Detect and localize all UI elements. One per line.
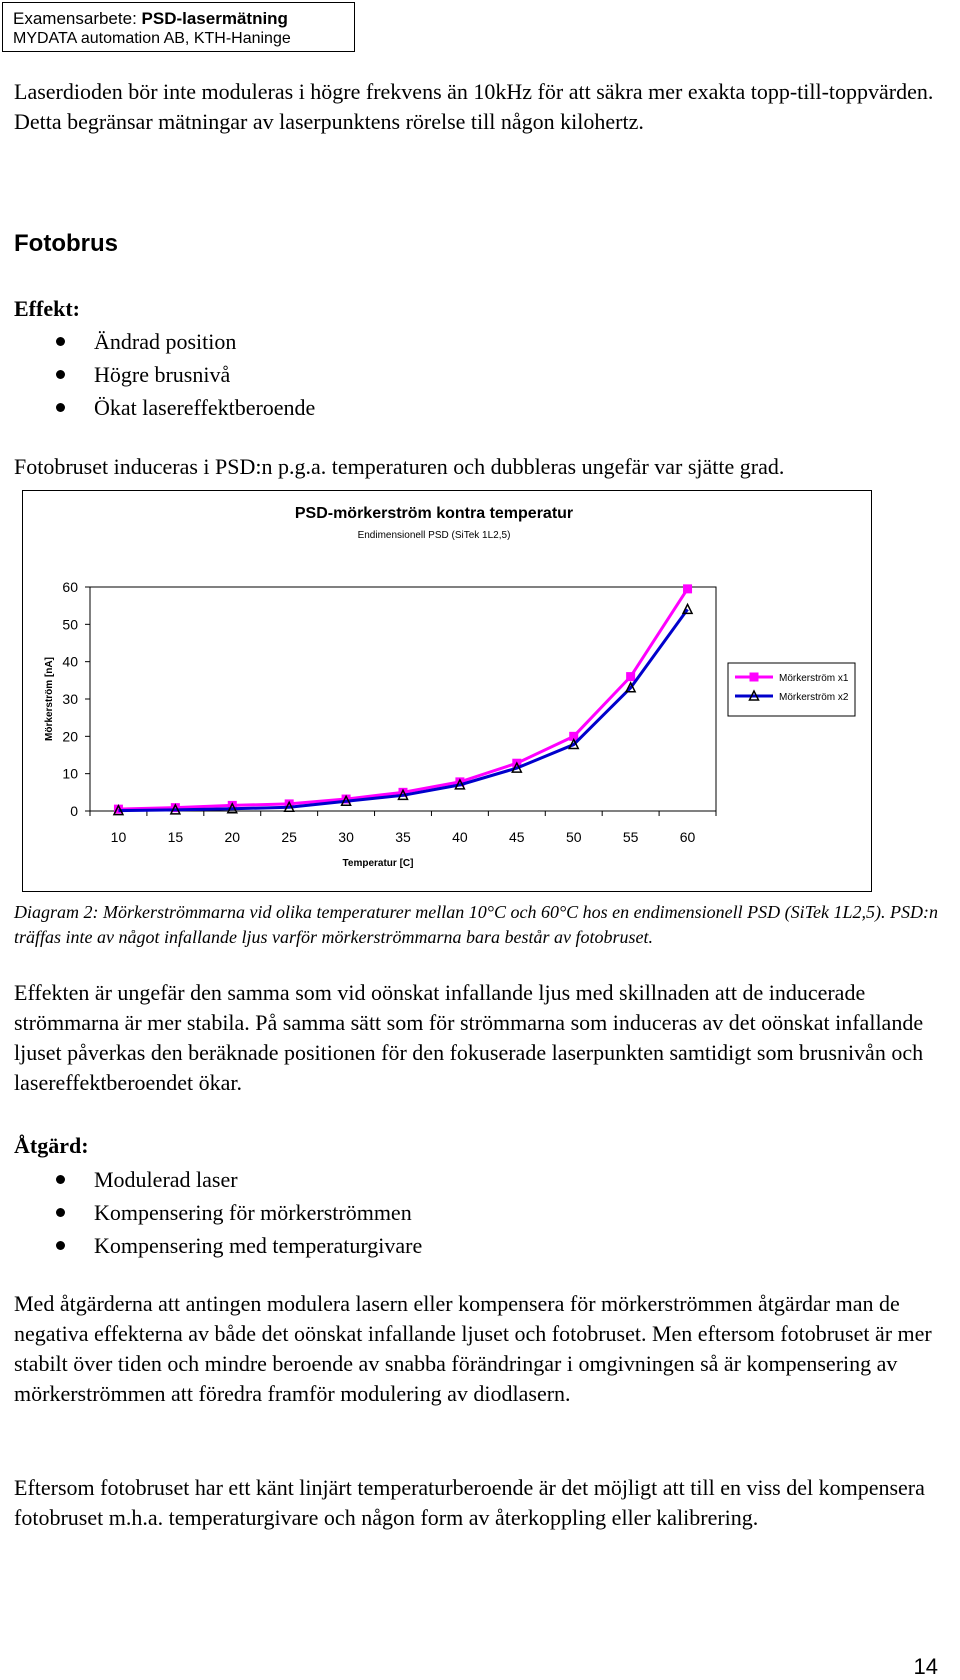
section-title: Fotobrus — [14, 230, 118, 257]
header-prefix: Examensarbete: — [13, 9, 142, 28]
header-line-2: MYDATA automation AB, KTH-Haninge — [13, 30, 291, 47]
data-point — [684, 585, 692, 593]
header-title: PSD-lasermätning — [141, 9, 288, 28]
list-item-text: Ändrad position — [94, 329, 237, 354]
list-item — [0, 325, 315, 358]
x-tick-label: 30 — [338, 829, 354, 845]
document-header — [2, 2, 355, 52]
list-item-text: Högre brusnivå — [94, 362, 231, 387]
bullet-icon — [56, 1241, 65, 1250]
bullet-icon — [56, 337, 65, 346]
bullet-icon — [56, 403, 65, 412]
y-axis-ticks — [62, 579, 90, 819]
list-item-text: Modulerad laser — [94, 1167, 238, 1192]
y-tick-label: 20 — [62, 728, 78, 745]
legend-label: Mörkerström x2 — [779, 692, 849, 703]
effekt-heading: Effekt: — [14, 296, 80, 321]
intro-paragraph: Laserdioden bör inte moduleras i högre frekvens än 10kHz för att säkra mer exakta topp-till-toppvärden. Detta begränsar mätningar av laserpunktens rörelse till någon kilohertz. — [14, 79, 934, 134]
list-item — [0, 358, 315, 391]
figure-caption: Diagram 2: Mörkerströmmarna vid olika temperaturer mellan 10°C och 60°C hos en endimensionell PSD (SiTek 1L2,5). PSD:n träffas inte av något infallande ljus varför mörkerströmmarna bara består av fotobruset. — [14, 902, 938, 947]
y-tick-label: 60 — [62, 579, 78, 595]
data-point — [627, 673, 635, 681]
eftersom-paragraph: Eftersom fotobruset har ett känt linjärt temperaturberoende är det möjligt att till en viss del kompensera fotobruset m.h.a. temperaturgivare och någon form av återkoppling eller kalibrering. — [14, 1475, 925, 1530]
x-tick-label: 40 — [452, 829, 468, 845]
plot-area — [90, 587, 716, 811]
atgard-list — [0, 1163, 422, 1262]
bullet-icon — [56, 1175, 65, 1184]
x-tick-label: 50 — [565, 829, 582, 845]
x-axis-label: Temperatur [C] — [342, 858, 414, 869]
list-item-text: Kompensering med temperaturgivare — [94, 1233, 423, 1258]
bullet-icon — [56, 370, 65, 379]
legend-label: Mörkerström x1 — [779, 673, 849, 684]
legend-box — [728, 663, 855, 716]
med-paragraph: Med åtgärderna att antingen modulera lasern eller kompensera för mörkerströmmen åtgärdar man de negativa effekterna av både det oönskat infallande ljuset och fotobruset. Men eftersom fotobruset är mer stabilt över tiden och mindre beroende av snabba förändringar i omgivningen så är kompensering av mörkerströmmen att föredra framför modulering av diodlasern. — [14, 1291, 932, 1406]
dark-current-chart — [23, 491, 871, 891]
y-tick-label: 0 — [70, 803, 78, 819]
x-tick-label: 60 — [679, 829, 696, 845]
bullet-icon — [56, 1208, 65, 1217]
x-tick-label: 55 — [622, 829, 639, 845]
list-item — [0, 391, 315, 424]
list-item — [0, 1196, 422, 1229]
y-axis-label: Mörkerström [nA] — [44, 657, 55, 741]
y-tick-label: 40 — [62, 653, 78, 670]
list-item — [0, 1229, 422, 1262]
x-tick-label: 25 — [281, 829, 297, 845]
chart-frame — [22, 490, 872, 892]
y-tick-label: 10 — [62, 765, 78, 782]
x-tick-label: 35 — [395, 829, 411, 845]
x-tick-label: 15 — [167, 829, 184, 845]
chart-title: PSD-mörkerström kontra temperatur — [294, 505, 574, 522]
atgard-heading: Åtgärd: — [14, 1133, 89, 1158]
page-number: 14 — [913, 1654, 938, 1679]
x-axis-ticks — [90, 811, 716, 845]
list-item — [0, 1163, 422, 1196]
list-item-text: Kompensering för mörkerströmmen — [94, 1200, 412, 1225]
chart-subtitle: Endimensionell PSD (SiTek 1L2,5) — [357, 530, 511, 541]
effekt-list — [0, 325, 315, 424]
effekten-paragraph: Effekten är ungefär den samma som vid oönskat infallande ljus med skillnaden att de inducerade strömmarna är mer stabila. På samma sätt som för strömmarna som induceras av det oönskat infallande ljuset påverkas den beräknade positionen för den fokuserade laserpunkten samtidigt som brusnivån och lasereffektberoendet ökar. — [14, 980, 924, 1095]
fotobrus-paragraph: Fotobruset induceras i PSD:n p.g.a. temperaturen och dubbleras ungefär var sjätte grad. — [14, 454, 785, 479]
y-tick-label: 30 — [62, 691, 78, 707]
x-tick-label: 10 — [110, 829, 127, 845]
legend-marker — [750, 673, 758, 681]
x-tick-label: 45 — [509, 829, 525, 845]
y-tick-label: 50 — [62, 616, 78, 633]
list-item-text: Ökat lasereffektberoende — [94, 395, 316, 420]
header-line-1 — [13, 8, 344, 29]
x-tick-label: 20 — [224, 829, 241, 845]
